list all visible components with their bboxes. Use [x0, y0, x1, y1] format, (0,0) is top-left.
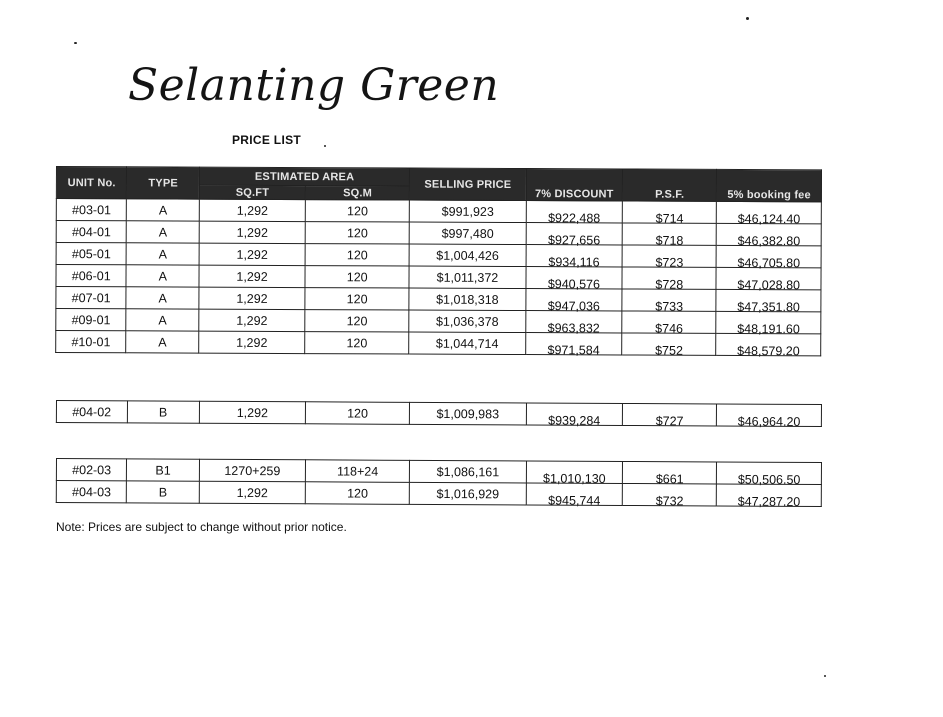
- scan-speck: [746, 17, 749, 20]
- area-sqm-value: 120: [347, 406, 368, 421]
- cell-selling-price: [409, 222, 525, 245]
- booking-fee-value: $48,191.60: [737, 321, 800, 336]
- cell-discounted-price: [526, 267, 623, 289]
- header-sqm: SQ.M: [305, 186, 409, 200]
- cell-area-sqft: [199, 481, 305, 504]
- cell-booking-fee: [717, 223, 822, 248]
- cell-area-sqft: [199, 265, 305, 287]
- cell-price-psf: [622, 403, 716, 428]
- booking-fee-value: $48,579.20: [737, 343, 800, 358]
- header-discount: 7% DISCOUNT: [526, 169, 623, 201]
- unit-type-value: A: [158, 290, 167, 305]
- price-psf-value: $727: [655, 413, 684, 428]
- area-sqm-value: 120: [346, 313, 368, 328]
- cell-area-sqft: [199, 401, 305, 424]
- booking-fee-value: $46,964.20: [737, 414, 801, 429]
- price-psf-value: $752: [655, 343, 683, 358]
- unit-type-value: B1: [155, 463, 171, 478]
- unit-type-value: A: [158, 202, 168, 217]
- area-sqft-value: 1,292: [236, 269, 268, 284]
- cell-unit-type: [126, 309, 199, 331]
- area-sqm-value: 120: [347, 486, 368, 501]
- cell-booking-fee: [717, 201, 822, 226]
- discounted-price-value: $940,576: [547, 276, 601, 291]
- cell-price-psf: [622, 201, 716, 226]
- area-sqm-value: 120: [346, 291, 368, 306]
- price-table-type-b1: [56, 458, 822, 507]
- discounted-price-value: $971,584: [547, 342, 600, 357]
- cell-discounted-price: [525, 311, 622, 333]
- cell-discounted-price: [526, 289, 623, 311]
- price-rows-type-b: [56, 401, 821, 427]
- price-psf-value: $718: [655, 233, 684, 248]
- area-sqm-value: 120: [346, 247, 368, 262]
- cell-price-psf: [623, 483, 717, 508]
- header-psf: P.S.F.: [623, 169, 717, 201]
- scan-speck: [824, 675, 826, 677]
- cell-booking-fee: [716, 267, 821, 292]
- cell-area-sqft: [199, 459, 305, 482]
- header-sqft: SQ.FT: [199, 185, 305, 199]
- discounted-price-value: $939,284: [548, 413, 601, 428]
- cell-discounted-price: [526, 245, 623, 267]
- selling-price-value: $1,044,714: [435, 336, 499, 351]
- area-sqft-value: 1,292: [236, 225, 268, 240]
- price-psf-value: $728: [655, 277, 684, 292]
- price-psf-value: $732: [655, 493, 684, 508]
- cell-area-sqm: [305, 222, 409, 244]
- document-title: Selanting Green: [128, 60, 500, 111]
- unit-number-value: #04-03: [72, 484, 112, 499]
- discounted-price-value: $1,010,130: [543, 471, 606, 486]
- cell-unit-number: [56, 331, 127, 353]
- cell-price-psf: [622, 311, 716, 336]
- booking-fee-value: $50,506.50: [737, 472, 801, 487]
- scan-speck: [324, 145, 326, 147]
- discounted-price-value: $947,036: [547, 298, 600, 313]
- price-psf-value: $714: [655, 211, 684, 226]
- cell-unit-type: [126, 331, 199, 353]
- area-sqft-value: 1,292: [236, 335, 268, 350]
- cell-unit-number: [56, 265, 127, 287]
- cell-area-sqft: [199, 331, 305, 353]
- area-sqft-value: 1,292: [236, 203, 269, 218]
- booking-fee-value: $46,705.80: [737, 255, 801, 270]
- price-list-subtitle: PRICE LIST: [232, 133, 302, 147]
- table-row: [56, 401, 821, 427]
- unit-number-value: #02-03: [72, 462, 112, 477]
- unit-number-value: #04-02: [72, 404, 112, 419]
- discounted-price-value: $927,656: [547, 232, 601, 247]
- unit-number-value: #10-01: [71, 334, 111, 349]
- price-rows-type-b1: [56, 459, 821, 507]
- cell-selling-price: [410, 460, 526, 483]
- area-sqft-value: 1,292: [236, 313, 268, 328]
- cell-area-sqm: [305, 266, 409, 288]
- cell-price-psf: [622, 267, 716, 292]
- unit-type-value: A: [158, 334, 167, 349]
- unit-type-value: A: [158, 246, 168, 261]
- header-estimated-area: ESTIMATED AREA: [199, 167, 409, 186]
- unit-type-value: B: [158, 405, 168, 420]
- cell-discounted-price: [526, 201, 623, 223]
- cell-discounted-price: [526, 223, 623, 245]
- cell-area-sqm: [305, 310, 409, 332]
- cell-area-sqft: [199, 309, 305, 331]
- cell-discounted-price: [526, 403, 623, 426]
- cell-area-sqm: [305, 402, 409, 425]
- area-sqft-value: 1270+259: [224, 463, 281, 478]
- cell-price-psf: [622, 289, 716, 314]
- unit-number-value: #09-01: [71, 312, 111, 327]
- table-row: [56, 331, 821, 356]
- unit-type-value: A: [158, 312, 167, 327]
- cell-unit-type: [127, 481, 199, 503]
- cell-selling-price: [410, 200, 526, 223]
- cell-booking-fee: [716, 289, 821, 314]
- cell-unit-number: [56, 221, 127, 243]
- unit-number-value: #03-01: [72, 202, 112, 217]
- unit-number-value: #05-01: [71, 246, 111, 261]
- cell-unit-type: [126, 287, 199, 309]
- cell-unit-type: [127, 401, 199, 423]
- selling-price-value: $1,016,929: [436, 486, 500, 501]
- cell-area-sqft: [199, 243, 305, 265]
- discounted-price-value: $934,116: [548, 254, 600, 269]
- cell-discounted-price: [525, 333, 622, 355]
- unit-type-value: A: [158, 268, 167, 283]
- booking-fee-value: $47,351.80: [737, 299, 800, 314]
- cell-unit-type: [126, 265, 199, 287]
- cell-booking-fee: [717, 404, 822, 427]
- unit-type-value: B: [158, 485, 168, 500]
- selling-price-value: $1,004,426: [436, 248, 499, 263]
- cell-selling-price: [410, 482, 526, 505]
- selling-price-value: $1,009,983: [436, 406, 500, 421]
- selling-price-value: $1,018,318: [436, 292, 499, 307]
- cell-unit-type: [127, 243, 200, 265]
- cell-area-sqm: [305, 200, 409, 222]
- header-type: TYPE: [127, 167, 200, 199]
- cell-area-sqft: [199, 199, 305, 221]
- discounted-price-value: $963,832: [547, 320, 600, 335]
- cell-booking-fee: [716, 311, 821, 336]
- unit-number-value: #04-01: [71, 224, 111, 239]
- header-booking-fee: 5% booking fee: [717, 169, 822, 201]
- area-sqm-value: 120: [346, 225, 368, 240]
- price-psf-value: $723: [655, 255, 684, 270]
- area-sqm-value: 118+24: [337, 463, 379, 479]
- selling-price-value: $991,923: [441, 204, 494, 219]
- cell-unit-number: [56, 481, 127, 503]
- cell-area-sqm: [305, 332, 409, 354]
- selling-price-value: $1,011,372: [436, 270, 499, 285]
- price-psf-value: $746: [655, 321, 684, 336]
- cell-booking-fee: [717, 462, 822, 485]
- cell-price-psf: [622, 245, 716, 270]
- booking-fee-value: $46,382.80: [737, 233, 801, 248]
- price-psf-value: $661: [655, 471, 684, 486]
- cell-unit-type: [127, 221, 200, 243]
- cell-price-psf: [623, 461, 717, 486]
- cell-selling-price: [409, 288, 525, 311]
- cell-unit-number: [56, 459, 127, 481]
- area-sqft-value: 1,292: [236, 291, 268, 306]
- cell-area-sqft: [199, 221, 305, 243]
- cell-booking-fee: [717, 245, 822, 270]
- booking-fee-value: $47,028.80: [737, 277, 801, 292]
- cell-unit-number: [56, 287, 127, 309]
- cell-price-psf: [622, 333, 716, 358]
- area-sqft-value: 1,292: [236, 247, 268, 262]
- cell-unit-number: [56, 401, 127, 423]
- cell-unit-number: [56, 199, 127, 221]
- cell-unit-number: [56, 243, 127, 265]
- cell-selling-price: [409, 244, 525, 267]
- scan-speck: [74, 42, 77, 44]
- selling-price-value: $997,480: [441, 226, 494, 241]
- cell-booking-fee: [717, 484, 822, 507]
- selling-price-value: $1,036,378: [435, 314, 499, 329]
- unit-number-value: #07-01: [71, 290, 111, 305]
- cell-selling-price: [409, 266, 525, 289]
- area-sqm-value: 120: [346, 335, 368, 350]
- cell-discounted-price: [526, 483, 623, 506]
- area-sqft-value: 1,292: [236, 485, 268, 500]
- unit-number-value: #06-01: [71, 268, 111, 283]
- cell-area-sqft: [199, 287, 305, 309]
- price-rows-type-a: [56, 199, 822, 356]
- selling-price-value: $1,086,161: [436, 464, 500, 479]
- cell-selling-price: [410, 402, 527, 425]
- area-sqm-value: 120: [346, 269, 368, 284]
- cell-price-psf: [622, 223, 716, 248]
- cell-area-sqm: [305, 288, 409, 310]
- cell-discounted-price: [526, 461, 623, 484]
- price-table-type-b: [56, 400, 822, 427]
- cell-selling-price: [409, 332, 525, 355]
- price-psf-value: $733: [655, 299, 684, 314]
- cell-selling-price: [409, 310, 525, 333]
- disclaimer-note: Note: Prices are subject to change without prior notice.: [56, 520, 347, 534]
- cell-unit-type: [127, 459, 199, 481]
- cell-area-sqm: [305, 482, 409, 505]
- cell-unit-type: [127, 199, 200, 221]
- booking-fee-value: $47,287.20: [737, 494, 801, 509]
- price-table: [55, 166, 822, 356]
- cell-area-sqm: [305, 244, 409, 266]
- unit-type-value: A: [158, 224, 168, 239]
- area-sqm-value: 120: [347, 203, 368, 218]
- cell-area-sqm: [305, 460, 409, 483]
- cell-unit-number: [56, 309, 127, 331]
- area-sqft-value: 1,292: [236, 405, 269, 420]
- header-selling-price: SELLING PRICE: [410, 168, 527, 201]
- booking-fee-value: $46,124.40: [737, 211, 801, 226]
- discounted-price-value: $922,488: [548, 210, 601, 225]
- header-unit: UNIT No.: [56, 167, 127, 199]
- table-row: [56, 481, 821, 507]
- discounted-price-value: $945,744: [548, 493, 601, 508]
- cell-booking-fee: [716, 333, 821, 358]
